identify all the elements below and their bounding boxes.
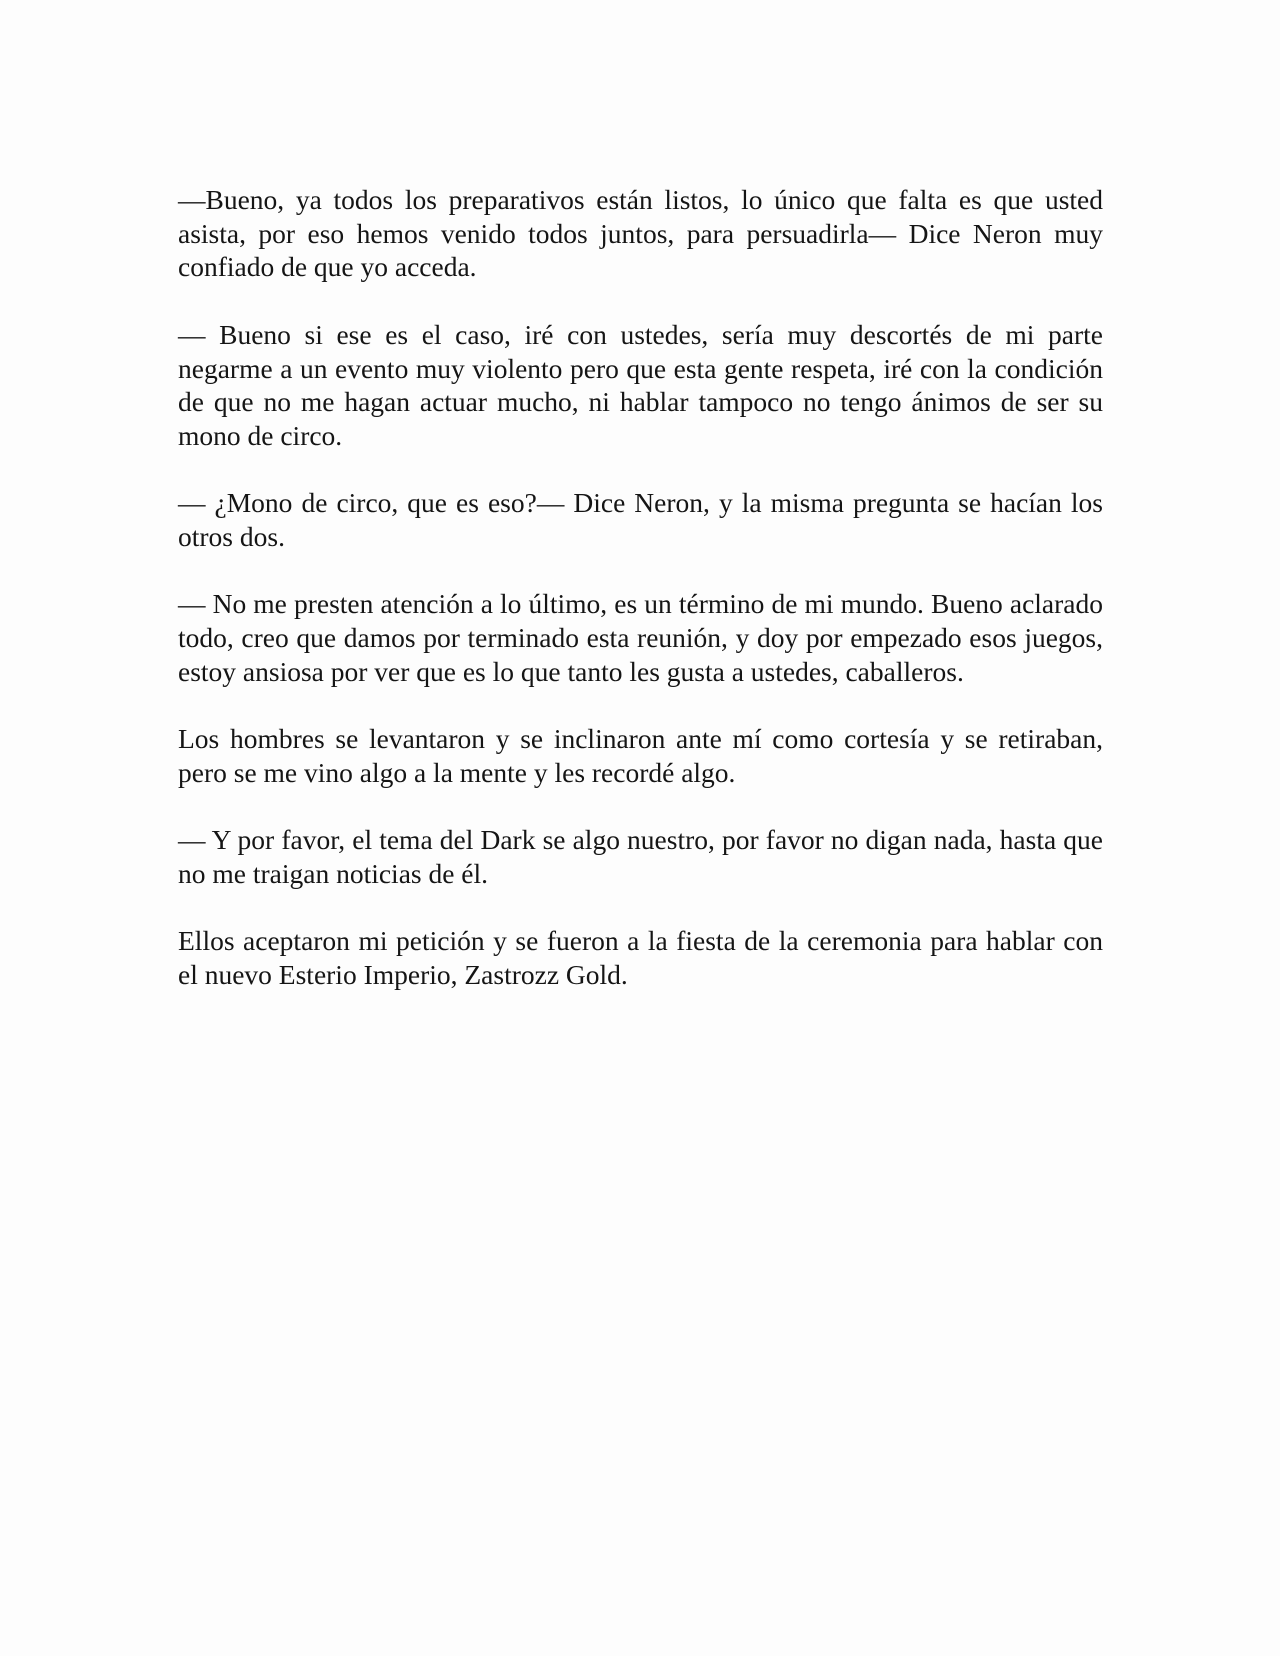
- body-text: [178, 183, 1103, 992]
- paragraph-2: — Bueno si ese es el caso, iré con ustedes, sería muy descortés de mi parte negarme a un evento muy violento pero que esta gente respeta, iré con la condición de que no me hagan actuar mucho, ni hablar tampoco no tengo ánimos de ser su mono de circo.: [178, 318, 1103, 451]
- paragraph-3: — ¿Mono de circo, que es eso?— Dice Neron, y la misma pregunta se hacían los otros dos.: [178, 487, 1103, 552]
- paragraph-7: Ellos aceptaron mi petición y se fueron a la fiesta de la ceremonia para hablar con el nuevo Esterio Imperio, Zastrozz Gold.: [178, 925, 1103, 991]
- paragraph-6: — Y por favor, el tema del Dark se algo nuestro, por favor no digan nada, hasta que no me traigan noticias de él.: [178, 824, 1103, 889]
- paragraph-1: —Bueno, ya todos los preparativos están listos, lo único que falta es que usted asista, por eso hemos venido todos juntos, para persuadirla— Dice Neron muy confiado de que yo acceda.: [178, 184, 1103, 283]
- paragraph-4: — No me presten atención a lo último, es un término de mi mundo. Bueno aclarado todo, creo que damos por terminado esta reunión, y doy por empezado esos juegos, estoy ansiosa por ver que es lo que tanto les gusta a ustedes, caballeros.: [178, 588, 1103, 687]
- paragraph-5: Los hombres se levantaron y se inclinaron ante mí como cortesía y se retiraban, pero se me vino algo a la mente y les recordé algo.: [178, 723, 1103, 788]
